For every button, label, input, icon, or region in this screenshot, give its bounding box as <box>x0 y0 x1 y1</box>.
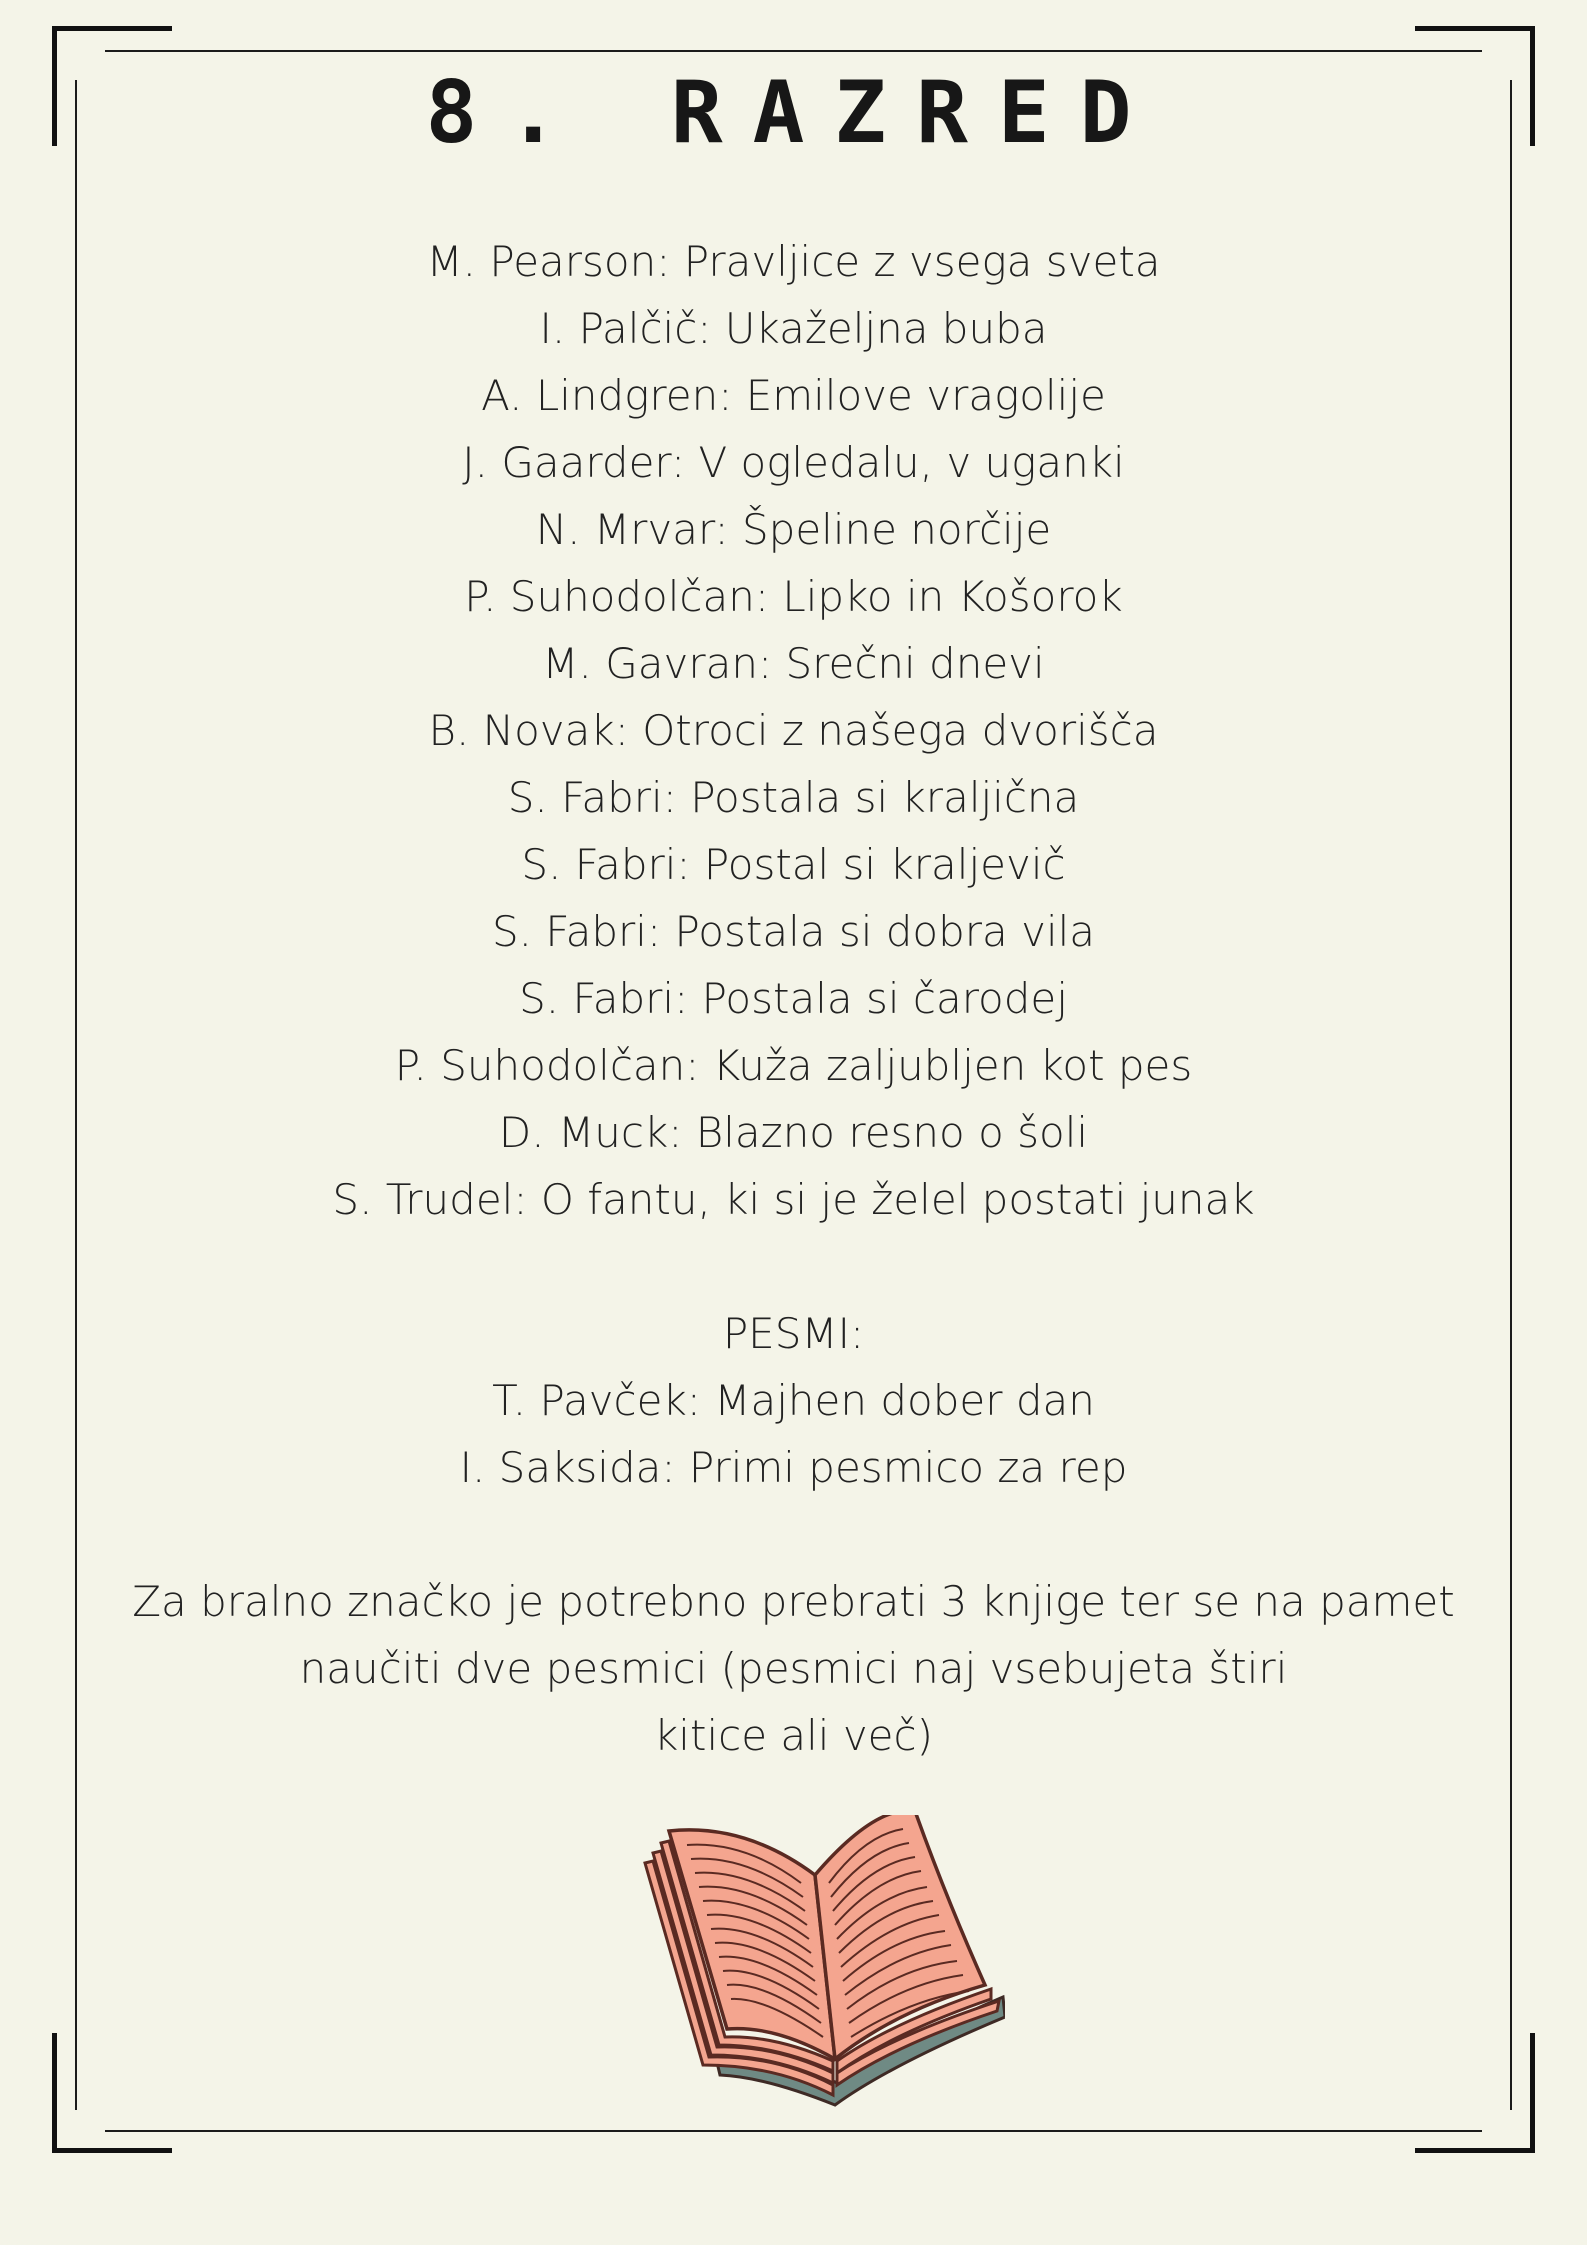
frame-top-line <box>105 50 1482 52</box>
book-item: B. Novak: Otroci z našega dvorišča <box>428 706 1159 755</box>
frame-corner-bottom-left <box>52 2033 172 2153</box>
book-item: S. Fabri: Postala si kraljična <box>507 773 1080 822</box>
frame-right-line <box>1510 80 1512 2110</box>
poem-item: T. Pavček: Majhen dober dan <box>492 1376 1095 1425</box>
reading-badge-note <box>100 1568 1487 1769</box>
book-item: D. Muck: Blazno resno o šoli <box>498 1108 1089 1157</box>
frame-left-line <box>75 80 77 2110</box>
frame-corner-bottom-right <box>1415 2033 1535 2153</box>
poem-item: I. Saksida: Primi pesmico za rep <box>459 1443 1128 1492</box>
book-item: J. Gaarder: V ogledalu, v uganki <box>462 438 1125 487</box>
reading-list <box>100 228 1487 1769</box>
book-item: S. Fabri: Postal si kraljevič <box>521 840 1066 889</box>
book-item: M. Gavran: Srečni dnevi <box>542 639 1045 688</box>
book-item: P. Suhodolčan: Kuža zaljubljen kot pes <box>394 1041 1193 1090</box>
spacer <box>100 1501 1487 1568</box>
note-line: Za bralno značko je potrebno prebrati 3 knjige ter se na pamet <box>132 1577 1455 1626</box>
frame-bottom-line <box>105 2130 1482 2132</box>
book-item: S. Fabri: Postala si čarodej <box>519 974 1068 1023</box>
book-item: S. Fabri: Postala si dobra vila <box>491 907 1096 956</box>
poems-heading: PESMI: <box>722 1309 865 1358</box>
book-item: P. Suhodolčan: Lipko in Košorok <box>464 572 1123 621</box>
open-book-icon <box>625 1815 1005 2115</box>
book-item: M. Pearson: Pravljice z vsega sveta <box>426 237 1161 286</box>
note-line: kitice ali več) <box>653 1711 933 1760</box>
book-item: I. Palčič: Ukaželjna buba <box>539 304 1048 353</box>
book-item: S. Trudel: O fantu, ki si je želel postati junak <box>332 1175 1255 1224</box>
page-title: 8. RAZRED <box>425 63 1162 163</box>
spacer <box>100 1233 1487 1300</box>
book-item: A. Lindgren: Emilove vragolije <box>481 371 1106 420</box>
book-item: N. Mrvar: Špeline norčije <box>535 505 1052 554</box>
note-line: naučiti dve pesmici (pesmici naj vsebujeta štiri <box>299 1644 1288 1693</box>
